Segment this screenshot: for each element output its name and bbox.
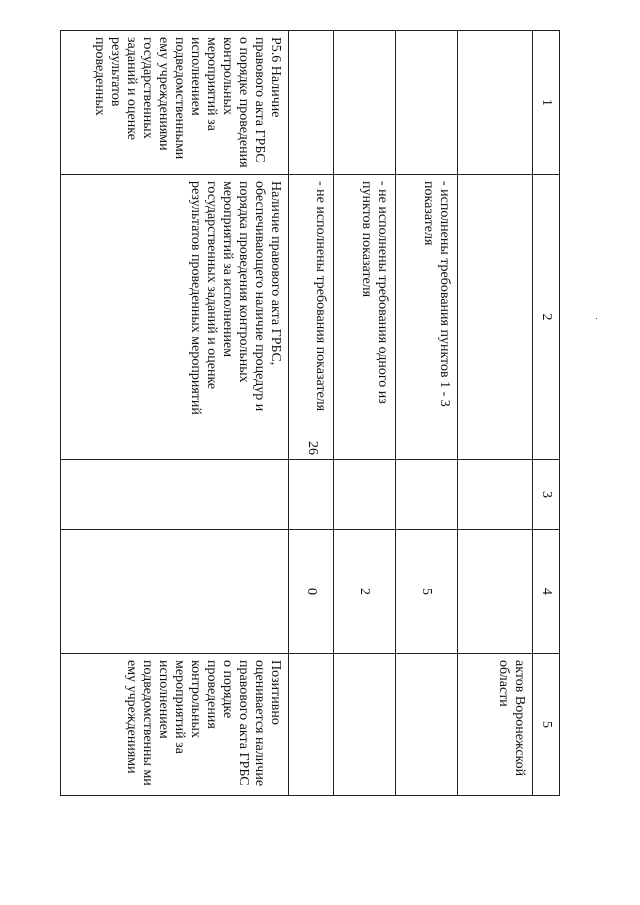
cell [395,654,457,796]
cell [61,460,289,530]
page-number: 26 [305,441,320,455]
indicator-name-cell: Р5.6 Наличие правового акта ГРБС о порядке проведения контрольных мероприятий за исполнением подведомственными ему учреждениями государственных заданий и оценке результатов проведенных [61,31,289,175]
indicator-description-cell: Наличие правового акта ГРБС, обеспечивающего наличие процедур и порядка проведения контрольных мероприятий за исполнением государственных заданий и оценке результатов проведенных мероприятий [61,175,289,460]
header-cell-1: 1 [532,31,559,175]
cell [457,175,532,460]
cell: - исполнены требования пунктов 1 - 3 показателя [395,175,457,460]
scan-speck [596,318,597,319]
score-cell: 2 [333,530,395,654]
cell [457,31,532,175]
table-row [457,31,532,796]
cell [457,460,532,530]
table-row [395,31,457,796]
header-cell-2: 2 [532,175,559,460]
cell [333,31,395,175]
header-cell-5: 5 [532,654,559,796]
table-row [333,31,395,796]
cell [61,530,289,654]
table-rotation-frame [60,30,560,795]
header-cell-3: 3 [532,460,559,530]
criteria-table [60,30,560,796]
header-row [532,31,559,796]
cell: актов Воронежской области [457,654,532,796]
cell [457,530,532,654]
table-row [61,31,289,796]
cell [333,654,395,796]
table-row [288,31,333,796]
cell [288,460,333,530]
cell: - не исполнены требования одного из пунктов показателя [333,175,395,460]
cell [288,31,333,175]
score-cell: 5 [395,530,457,654]
cell [333,460,395,530]
header-cell-4: 4 [532,530,559,654]
cell [395,31,457,175]
cell: - не исполнены требования показателя [288,175,333,460]
cell [395,460,457,530]
score-cell: 0 [288,530,333,654]
indicator-comment-cell: Позитивно оценивается наличие правового акта ГРБС о порядке проведения контрольных мероприятий за исполнением подведомственны ми ему учреждениями [61,654,289,796]
cell [288,654,333,796]
